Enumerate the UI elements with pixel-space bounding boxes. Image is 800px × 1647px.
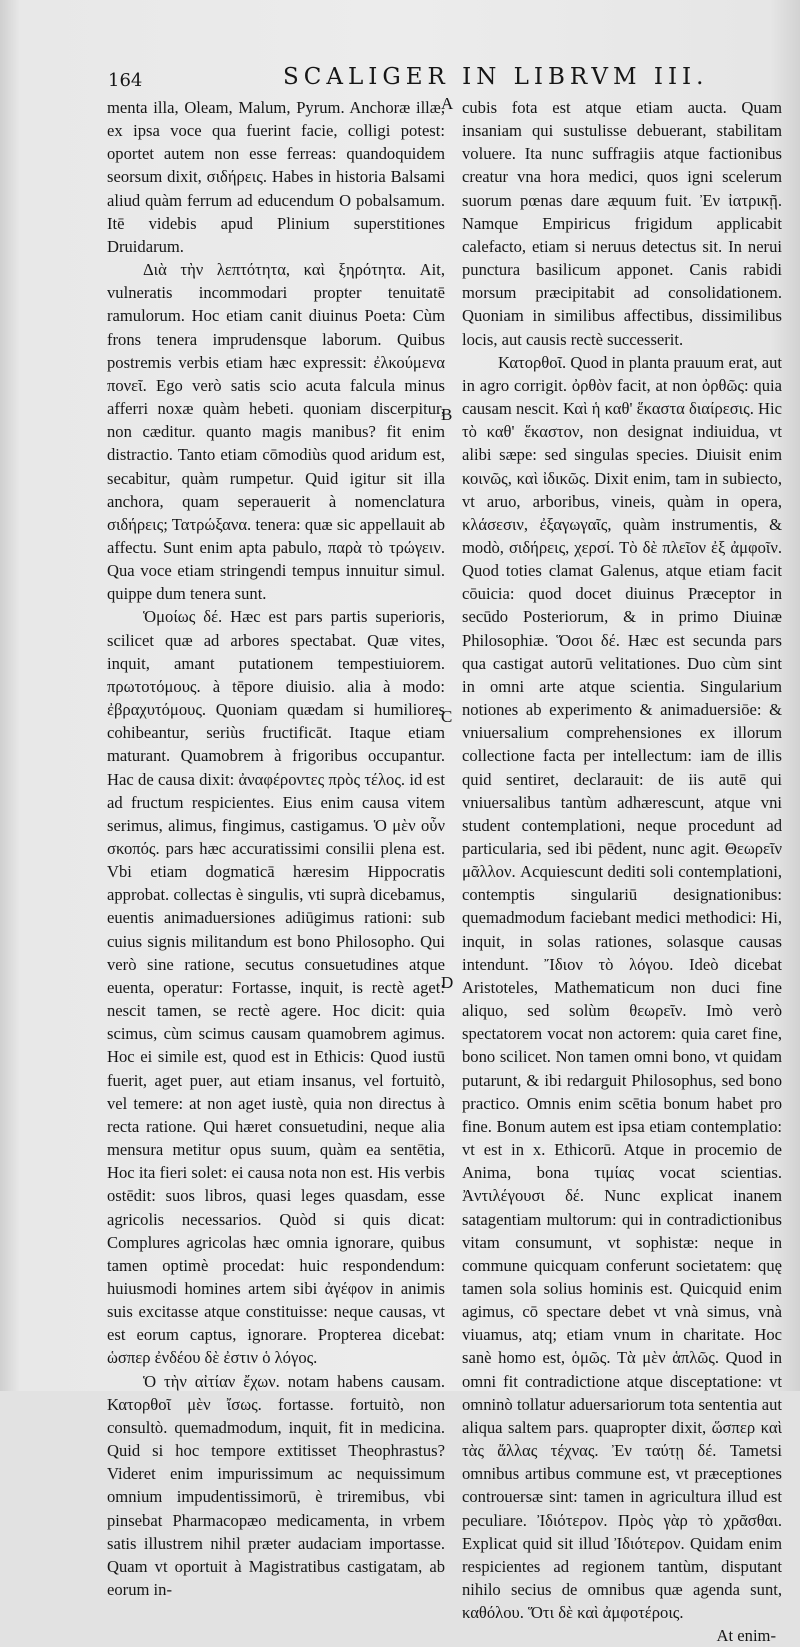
running-head: SCALIGER IN LIBRVM III. xyxy=(283,64,709,90)
right-paragraph: cubis fota est atque etiam aucta. Quam insaniam qui sustulisse debuerant, stabilitam voluere. Ita nunc suffragiis atque factionibus creatur vna hora medici, quos igni scelerum suorum pœnas dare æquum fuit. Ἐν ἰατρικῇ. Namque Empiricus frigidum applicabit calefacto, etiam si neruus detectus sit. In nerui punctura basilicum apponet. Canis rabidi morsum præcipitabit ad consolidationem. Quoniam in similibus affectibus, dissimilibus locis, aut causis rectè successerit. xyxy=(462,98,782,349)
right-paragraph: Κατορθοῖ. Quod in planta prauum erat, aut in agro corrigit. ὀρθὸν facit, at non ὀρθῶς: quia causam nescit. Καὶ ἡ καθ' ἕκαστα διαίρεσις. Hic τὸ καθ' ἕκαστον, non designat indiuidua, vt alibi sæpe: sed singulas species. Diuisit enim κοινῶς, καὶ ἰδικῶς. Dixit enim, tam in subiecto, vt aruo, arboribus, vineis, quàm in opera, κλάσεσιν, ἐξαγωγαῖς, quàm instrumentis, & modò, σιδήρεις, χερσί. Τὸ δὲ πλεῖον ἐξ ἀμφοῖν. Quod toties clamat Galenus, atque etiam facit cōuicia: quod docet diuinus Præceptor in secūdo Posteriorum, & in primo Diuinæ Philosophiæ. Ὅσοι δέ. Hæc est secunda pars qua castigat autorū velitationes. Duo cùm sint in omni arte atque scientia. Singularium notiones ab experimento & animaduersiōe: & vniuersalium comprehensiones ex illorum collectione facta per intellectum: iam de illis quid sentiret, declarauit: de iis autē qui vniuersalibus tantùm adhærescunt, atque vni student contemplationi, neque procedunt ad particularia, sed ibi pēdent, nunc agit. Θεωρεῖν μᾶλλον. Acquiescunt dediti soli contemplationi, contemptis singulariū designationibus: quemadmodum faciebant medici methodici: Hi, inquit, in solas rationes, solasque causas intendunt. Ἴδιον τὸ λόγου. Ideò dicebat Aristoteles, Mathematicum non duci fine aliquo, sed solùm θεωρεῖν. Imò verò spectatorem vocat non actorem: quia caret fine, bono scilicet. Non tamen omni bono, vt quidam putarunt, & ibi redarguit Philosophus, sed bono practico. Omnis enim scētia bonum habet pro fine. Bonum autem est ipsa etiam contemplatio: vt est in x. Ethicorū. Atque in procemio de Anima, bona τιμίας vocat scientias. Ἀντιλέγουσι δέ. Nunc explicat inanem satagentiam multorum: qui in contradictionibus vitam consumunt, vt sophistæ: neque in commune quicquam conferunt societatem: quę tamen sola solius hominis est. Quicquid enim agimus, cō spectare debet vt vnà simus, vnà viuamus, atq; etiam vnum in charitate. Hoc sanè homo est, ὁμῶς. Τὰ μὲν ἁπλῶς. Quod in omni fit contradictione atque disceptatione: vt omninò tollatur aduersariorum tota sententia aut aliqua saltem pars. quapropter dixit, ὥσπερ καὶ τὰς ἄλλας τέχνας. Ἐν ταύτῃ δέ. Tametsi omnibus artibus commune est, vt præceptiones controuersæ sint: tamen in agricultura illud est peculiare. Ἰδιότερον. Πρὸς γὰρ τὸ χρᾶσθαι. Explicat quid sit illud Ἰδιότερον. Quidam enim respicientes ad regionem tantùm, disputant nihilo secius de omnibus quæ agenda sunt, καθόλου. Ὅτι δὲ καὶ ἀμφοτέροις. xyxy=(462,352,782,1623)
left-paragraph: Διὰ τὴν λεπτότητα, καὶ ξηρότητα. Ait, vulneratis incommodari propter tenuitatē ramulorum. Hoc etiam canit diuinus Poeta: Cùm frons tenera imprudensque laborum. Quibus postremis verbis etiam hæc expressit: ἐλκούμενα πονεῖ. Ego verò satis scio acuta falcula minus afferri noxæ quàm hebeti. quoniam discerpitur, non cæditur. quanto magis manibus? fit enim distractio. Tanto etiam cōmodiùs quod aridum est, secabitur, quàm rumpetur. Quid igitur sit illa anchora, quam seperauerit à nomenclatura σιδήρεις; Τατρώξανα. tenera: quæ sic appellauit ab affectu. Sunt enim apta pabulo, παρὰ τὸ τρώγειν. Qua voce etiam stringendi tempus innuitur simul. quippe dum tenera sunt. xyxy=(107,260,445,604)
margin-letter-c: C xyxy=(441,707,453,726)
margin-letter-a: A xyxy=(441,94,454,113)
left-paragraph: Ὁμοίως δέ. Hæc est pars partis superioris, scilicet quæ ad arbores spectabat. Quæ vites, inquit, amant putationem tempestiuiorem. πρωτοτόμους. à tēpore diuisio. alia à modo: ἐβραχυτόμους. Quoniam quædam si humiliores cohibeantur, seriùs fructificāt. Itaque etiam maturant. Quamobrem à frigoribus occupantur. Hac de causa dixit: ἀναφέροντες πρὸς τέλος. id est ad fructum respicientes. Eius enim causa vitem serimus, alimus, fingimus, castigamus. Ὁ μὲν οὖν σκοπός. pars hæc accuratissimi consilii plena est. Vbi etiam dogmaticā hæresim Hippocratis approbat. collectas è singulis, vti suprà dicebamus, euentis animaduersiones adiūgimus rationi: sub cuius signis militandum est bono Philosopho. Qui verò sine ratione, secutus consuetudines atque euenta, operatur: Fortasse, inquit, is rectè aget: nescit tamen, se rectè agere. Hoc dicit: quia scimus, cùm scimus causam quamobrem agimus. Hoc ei simile est, quod est in Ethicis: Quod iustū fuerit, aget puer, aut etiam insanus, vel fortuitò, vel temere: at non aget iustè, quia non directus à recta ratione. Qui hæret consuetudini, neque alia mensura metitur opus suum, quàm ea sentētia, Hoc ita fieri solet: ei causa nota non est. His verbis ostēdit: suos libros, quasi leges quasdam, esse agricolis necessarios. Quòd si quis dicat: Complures agricolas hæc omnia ignorare, quibus tamen optimè procedat: huic respondendum: huiusmodi homines artem sibi ἀγέφον in animis suis excitasse atque constituisse: neque causas, vt est eorum captus, ignorare. Propterea dicebat: ὡσπερ ἐνδέου δὲ ἐστιν ὁ λόγος. xyxy=(107,607,445,1368)
catchword: At enim- xyxy=(716,1626,776,1646)
page-number: 164 xyxy=(108,70,143,91)
left-paragraph: menta illa, Oleam, Malum, Pyrum. Anchoræ illæ, ex ipsa voce qua fuerint facie, colligi potest: oportet autem non esse ferreas: quandoquidem seorsum dixit, σιδήρεις. Habes in historia Balsami aliud quàm ferrum ad educendum O pobalsamum. Itē videbis apud Plinium superstitiones Druidarum. xyxy=(107,98,445,256)
left-column xyxy=(107,96,445,1601)
margin-letter-d: D xyxy=(441,973,454,992)
margin-letter-b: B xyxy=(441,405,453,424)
right-column xyxy=(462,96,782,1647)
left-paragraph: Ὁ τὴν αἰτίαν ἔχων. notam habens causam. Κατορθοῖ μὲν ἴσως. fortasse. fortuitò, non consultò. quemadmodum, inquit, fit in medicina. Quid si hoc tempore extitisset Theophrastus? Videret enim impurissimum ac nequissimum omnium impudentissimorū, è triremibus, vbi pinsebat Pharmacopæo medicamenta, in vrbem satis illustrem nihil præter audaciam importasse. Quam vt oportuit à Magistratibus castigatam, ab eorum in- xyxy=(107,1371,445,1599)
